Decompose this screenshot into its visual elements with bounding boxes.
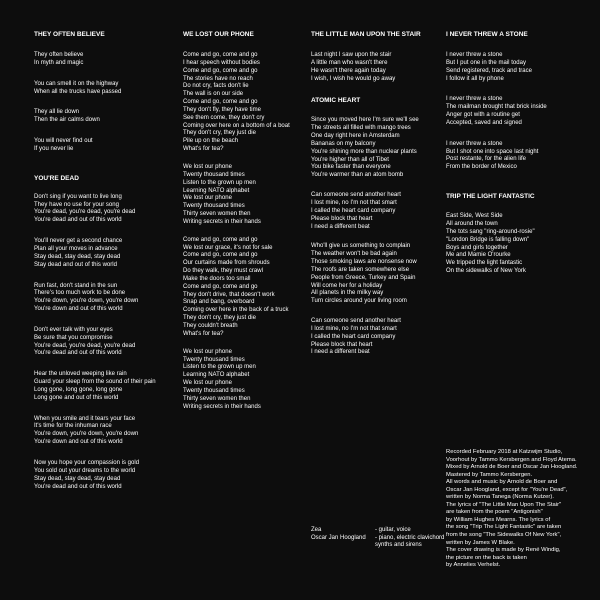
lyric-line: You're dead, you're dead, you're dead	[34, 342, 136, 349]
lyric-line: Listen to the grown up men	[183, 179, 256, 186]
lyric-line: Stay dead and out of this world	[34, 261, 118, 268]
lyric-line: I need a different beat	[311, 223, 370, 230]
lyric-line: Be sure that you compromise	[34, 334, 113, 341]
song-title: WE LOST OUR PHONE	[183, 31, 254, 38]
lyric-line: Twenty thousand times	[183, 203, 245, 210]
lyric-line: All planets in the milky way	[311, 290, 384, 297]
verse	[311, 192, 451, 231]
lyric-line: Don't sing if you want to live long	[34, 193, 122, 200]
lyrics-column-2	[183, 30, 323, 411]
lyric-line: Oscar Jan Hoogland, except for "You're Dead",	[446, 486, 568, 493]
lyric-line: There's too much work to be done	[34, 290, 126, 297]
lyric-line: Hear the unloved weeping like rain	[34, 371, 127, 378]
lyric-line: from the song "The Sidewalks Of New York",	[446, 532, 562, 539]
musician-instruments: - piano, electric clavichord	[375, 534, 445, 541]
lyric-line: On the sidewalks of New York	[446, 268, 526, 275]
lyric-line: You sold out your dreams to the world	[34, 467, 136, 474]
lyric-line: Post restante, for the alien life	[446, 156, 527, 163]
lyric-line: Pile up on the beach	[183, 138, 239, 145]
verse	[446, 141, 586, 172]
lyric-line: The tots sang "ring-around-rosie"	[446, 228, 535, 235]
verse	[34, 416, 174, 447]
lyric-line: I called the heart card company	[311, 207, 396, 214]
lyric-line: But I put one in the mail today	[446, 59, 527, 66]
lyric-line: Guard your sleep from the sound of their pain	[34, 379, 156, 386]
lyric-line: Make the doors too small	[183, 275, 251, 282]
verse	[183, 349, 323, 412]
lyric-line: The stories have no reach	[183, 75, 253, 82]
lyric-line: We lost our phone	[183, 380, 232, 387]
verse	[183, 164, 323, 227]
lyric-line: We lost our grace, it's not for sale	[183, 244, 273, 251]
lyric-line: I hear speech without bodies	[183, 59, 260, 66]
lyric-line: The mailman brought that brick inside	[446, 104, 547, 111]
lyric-line: I wish, I wish he would go away	[311, 75, 396, 82]
musician-instruments-cont: synths and sirens	[375, 542, 422, 549]
lyric-line: But I shot one into space last night	[446, 148, 539, 155]
lyric-line: Come and go, come and go	[183, 67, 258, 74]
lyric-line: are taken from the poem "Antigonish"	[446, 509, 543, 516]
lyric-line: Boys and girls together	[446, 244, 508, 251]
verse	[311, 117, 451, 180]
lyric-line: What's for tea?	[183, 330, 224, 337]
song-title: TRIP THE LIGHT FANTASTIC	[446, 193, 535, 201]
song-title: I NEVER THREW A STONE	[446, 31, 528, 38]
lyric-line: Do not cry, facts don't lie	[183, 83, 249, 90]
lyric-line: You're down and out of this world	[34, 439, 123, 446]
lyric-line: I never threw a stone	[446, 96, 503, 103]
lyric-line: Voorhout by Tammo Kersbergen and Floyd Atema.	[446, 456, 577, 463]
lyric-line: He wasn't there again today	[311, 67, 386, 74]
lyric-line: They have no use for your song	[34, 201, 119, 208]
lyric-line: They don't cry, they just die	[183, 315, 256, 322]
lyric-line: Writing secrets in their hands	[183, 218, 261, 225]
lyric-line: You're shining more than nuclear plants	[311, 148, 417, 155]
verse	[183, 52, 323, 154]
lyric-line: Who'll give us something to complain	[311, 243, 411, 250]
verse	[34, 460, 174, 491]
verse	[34, 109, 174, 125]
lyric-line: Accepted, saved and signed	[446, 119, 522, 126]
lyric-line: The weather won't be bad again	[311, 251, 397, 258]
lyric-line: You're dead, you're dead, you're dead	[34, 209, 136, 216]
lyric-line: We lost our phone	[183, 163, 232, 170]
lyric-line: One day right here in Amsterdam	[311, 133, 400, 140]
lyric-line: You're down, you're down, you're down	[34, 431, 139, 438]
lyric-line: Please block that heart	[311, 215, 373, 222]
lyric-line: We lost our phone	[183, 348, 232, 355]
verse	[34, 371, 174, 402]
lyric-line: Come and go, come and go	[183, 52, 258, 58]
verse	[183, 237, 323, 339]
lyric-line: the song "Trip The Light Fantastic" are taken	[446, 524, 562, 531]
lyric-line: I never threw a stone	[446, 52, 503, 58]
lyric-line: Those smoking laws are nonsense now	[311, 259, 417, 266]
lyric-line: I never threw a stone	[446, 140, 503, 147]
lyric-line: Mastered by Tammo Kersbergen.	[446, 471, 533, 478]
lyric-line: People from Greece, Turkey and Spain	[311, 274, 416, 281]
verse	[34, 283, 174, 314]
lyric-line: They don't cry, they just die	[183, 130, 256, 137]
lyric-line: You're warmer than an atom bomb	[311, 172, 404, 179]
musician-name: Zea	[311, 527, 322, 533]
lyric-line: Can someone send another heart	[311, 192, 401, 199]
lyric-line: All words and music by Arnold de Boer and	[446, 479, 558, 486]
lyrics-column-4	[446, 30, 586, 276]
lyric-line: You can smell it on the highway	[34, 80, 119, 87]
lyric-line: written by James W Blake.	[446, 539, 515, 546]
lyric-line: All around the town	[446, 220, 498, 227]
lyrics-column-1	[34, 30, 174, 491]
lyric-line: I called the heart card company	[311, 333, 396, 340]
lyric-line: They don't drive, that doesn't work	[183, 291, 275, 298]
lyric-line: Our curtains made from shrouds	[183, 260, 270, 267]
lyric-line: Recorded February 2018 at Katzwijm Studio,	[446, 449, 563, 455]
lyric-line: They often believe	[34, 52, 84, 58]
lyric-line: You're down and out of this world	[34, 306, 123, 313]
lyric-line: The streets all filled with mango trees	[311, 125, 411, 132]
verse	[311, 52, 451, 83]
lyric-line: Long gone, long gone, long gone	[34, 386, 123, 393]
lyric-line: It's time for the inhuman race	[34, 423, 112, 430]
lyric-line: They couldn't breath	[183, 323, 238, 329]
lyric-line: Since you moved here I'm sure we'll see	[311, 117, 419, 124]
lyric-line: Run fast, don't stand in the sun	[34, 282, 118, 289]
verse	[446, 213, 586, 276]
album-credits	[446, 449, 596, 570]
verse	[311, 243, 451, 306]
lyric-line: The cover drawing is made by René Windig,	[446, 547, 561, 554]
lyric-line: Will come her for a holiday	[311, 282, 383, 289]
lyric-line: the picture on the back is taken	[446, 554, 527, 561]
lyric-line: Listen to the grown up men	[183, 364, 256, 371]
lyric-line: Mixed by Arnold de Boer and Oscar Jan Hoogland.	[446, 464, 578, 471]
lyric-line: Come and go, come and go	[183, 236, 258, 243]
song-title: YOU'RE DEAD	[34, 174, 79, 182]
verse	[34, 138, 174, 154]
lyric-line: Stay dead, stay dead, stay dead	[34, 475, 121, 482]
lyrics-column-3	[311, 30, 451, 357]
lyric-line: We lost our phone	[183, 195, 232, 202]
lyric-line: Bananas on my balcony	[311, 140, 376, 147]
lyric-line: Come and go, come and go	[183, 99, 258, 106]
lyric-line: by Annelies Verhelst.	[446, 562, 501, 569]
lyric-line: They don't fly, they have time	[183, 106, 262, 113]
verse	[34, 52, 174, 68]
verse	[446, 52, 586, 83]
lyric-line: Thirty seven women then	[183, 211, 251, 218]
lyric-line: When all the trucks have passed	[34, 88, 122, 95]
verse	[311, 318, 451, 357]
lyric-line: Twenty thousand times	[183, 171, 245, 178]
lyric-line: Send registered, track and trace	[446, 67, 533, 74]
lyric-line: In myth and magic	[34, 59, 84, 66]
lyric-line: When you smile and it tears your face	[34, 415, 136, 422]
lyric-line: Now you hope your compassion is gold	[34, 460, 140, 466]
lyric-line: What's for tea?	[183, 146, 224, 153]
lyric-line: Thirty seven women then	[183, 395, 251, 402]
lyric-line: Snap and bang, overboard	[183, 299, 255, 306]
lyric-line: Coming over here on a bottom of a boat	[183, 122, 290, 129]
lyric-line: You bike faster than everyone	[311, 164, 391, 171]
musician-instruments: - guitar, voice	[375, 527, 411, 533]
lyric-line: They all lie down	[34, 109, 80, 116]
lyric-line: Coming over here in the back of a truck	[183, 307, 289, 314]
lyric-line: You're down, you're down, you're down	[34, 298, 139, 305]
lyric-line: I need a different beat	[311, 349, 370, 356]
lyric-line: Me and Mamie O'rourke	[446, 252, 511, 259]
lyric-line: Learning NATO alphabet	[183, 187, 250, 194]
lyric-line: You're dead and out of this world	[34, 483, 122, 490]
musician-row	[311, 535, 451, 543]
lyric-line: Learning NATO alphabet	[183, 372, 250, 379]
lyric-line: If you never lie	[34, 145, 74, 152]
lyric-line: See them come, they don't cry	[183, 114, 265, 121]
lyric-line: Come and go, come and go	[183, 252, 258, 259]
lyric-line: I follow it all by phone	[446, 75, 504, 82]
song-title: THEY OFTEN BELIEVE	[34, 31, 105, 38]
lyric-line: Long gone and out of this world	[34, 394, 119, 401]
musician-row	[311, 527, 451, 535]
verse	[34, 81, 174, 97]
lyric-line: You'll never get a second chance	[34, 238, 123, 245]
lyric-line: Twenty thousand times	[183, 356, 245, 363]
musician-name: Oscar Jan Hoogland	[311, 534, 366, 541]
lyric-line: The lyrics of "The Little Man Upon The Stair"	[446, 501, 562, 508]
lyric-line: Do they walk, they must crawl	[183, 268, 263, 275]
lyric-line: I lost mine, no I'm not that smart	[311, 199, 397, 206]
lyric-line: Writing secrets in their hands	[183, 403, 261, 410]
lyric-line: We tripped the light fantastic	[446, 260, 523, 267]
verse	[34, 194, 174, 225]
lyric-line: From the border of Mexico	[446, 164, 517, 171]
lyric-line: A little man who wasn't there	[311, 59, 388, 66]
lyric-line: The roofs are taken somewhere else	[311, 266, 410, 273]
lyric-line: Please block that heart	[311, 341, 373, 348]
lyric-line: Twenty thousand times	[183, 387, 245, 394]
lyric-line: Don't ever talk with your eyes	[34, 326, 113, 333]
lyric-line: Then the air calms down	[34, 117, 100, 124]
lyric-line: You're dead and out of this world	[34, 350, 122, 357]
song-title: ATOMIC HEART	[311, 97, 361, 105]
lyric-line: You're dead and out of this world	[34, 217, 122, 224]
verse	[34, 238, 174, 269]
lyric-line: You will never find out	[34, 138, 93, 145]
lyric-line: The wall is on our side	[183, 91, 244, 98]
song-title: THE LITTLE MAN UPON THE STAIR	[311, 31, 421, 38]
lyric-line: I lost mine, no I'm not that smart	[311, 325, 397, 332]
lyric-line: Anger got with a routine get	[446, 112, 520, 119]
lyric-line: Stay dead, stay dead, stay dead	[34, 253, 121, 260]
lyric-line: by William Hughes Mearns. The lyrics of	[446, 516, 551, 523]
lyric-line: Turn circles around your living room	[311, 298, 407, 305]
lyric-line: written by Norma Tanega (Norma Kutzer).	[446, 494, 554, 501]
lyric-line: Can someone send another heart	[311, 318, 401, 325]
lyric-line: Come and go, come and go	[183, 283, 258, 290]
lyric-line: Plan all your moves in advance	[34, 245, 118, 252]
verse	[446, 96, 586, 127]
lyric-line: East Side, West Side	[446, 213, 503, 220]
lyric-line: "London Bridge is falling down"	[446, 236, 530, 243]
verse	[34, 327, 174, 358]
lyric-line: You're higher than all of Tibet	[311, 156, 389, 163]
musician-credits	[311, 527, 451, 550]
lyric-line: Last night I saw upon the stair	[311, 52, 392, 58]
